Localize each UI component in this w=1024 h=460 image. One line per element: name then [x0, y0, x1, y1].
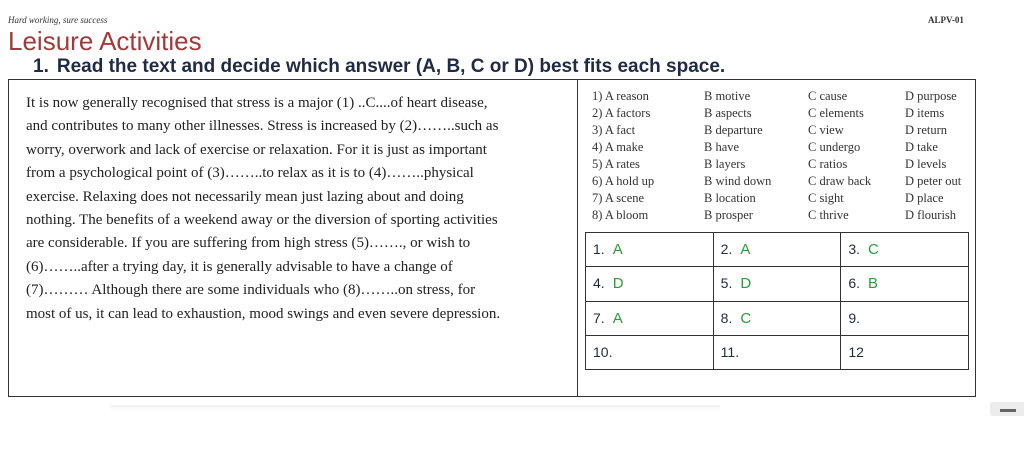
answer-cell[interactable] — [713, 267, 841, 301]
passage-line: worry, overwork and lack of exercise or relaxation. For it is just as important — [26, 141, 487, 158]
answer-letter: C — [868, 241, 879, 259]
passage-line: (6)……..after a trying day, it is generally advisable to have a change of — [26, 258, 453, 275]
option-c: C undergo — [808, 140, 861, 154]
page-shadow — [110, 405, 720, 411]
passage-line: and contributes to many other illnesses. Stress is increased by (2)……..such as — [26, 118, 499, 135]
option-d: D peter out — [905, 174, 962, 188]
answer-row — [586, 267, 969, 301]
answer-cell[interactable] — [841, 301, 969, 335]
option-b: B location — [704, 191, 756, 205]
passage-line: (7)……… Although there are some individuals who (8)……..on stress, for — [26, 282, 476, 299]
answer-number: 10. — [593, 343, 613, 360]
answer-cell[interactable] — [586, 335, 714, 369]
scroll-handle-icon[interactable] — [990, 402, 1024, 416]
option-d: D return — [905, 123, 947, 137]
instruction-text: Read the text and decide which answer (A, B, C or D) best fits each space. — [56, 56, 726, 77]
answer-row — [586, 335, 969, 369]
answer-row — [586, 301, 969, 335]
option-c: C thrive — [808, 208, 849, 222]
answer-number: 2. — [720, 241, 733, 258]
option-a: 5) A rates — [592, 157, 640, 171]
option-d: D purpose — [905, 89, 957, 103]
option-b: B aspects — [704, 106, 752, 120]
option-c: C sight — [808, 191, 844, 205]
answer-cell[interactable] — [586, 233, 714, 267]
option-c: C view — [808, 123, 844, 137]
option-d: D levels — [905, 157, 947, 171]
answer-letter: C — [740, 309, 752, 327]
option-b: B motive — [704, 89, 751, 103]
answer-cell[interactable] — [713, 233, 841, 267]
answer-letter: D — [740, 275, 752, 293]
option-b: B departure — [704, 123, 763, 137]
option-a: 2) A factors — [592, 106, 651, 120]
option-a: 8) A bloom — [592, 208, 649, 222]
passage-line: from a psychological point of (3)……..to relax as it is to (4)……..physical — [26, 165, 474, 182]
answer-number: 11. — [720, 343, 740, 360]
option-d: D items — [905, 106, 945, 120]
instruction-number: 1. — [33, 56, 49, 77]
answer-letter: A — [612, 241, 623, 259]
answer-number: 9. — [848, 309, 860, 326]
answer-grid — [585, 232, 969, 370]
option-a: 3) A fact — [592, 123, 636, 137]
option-c: C cause — [808, 89, 848, 103]
passage-line: exercise. Relaxing does not necessarily mean just lazing about and doing — [26, 188, 464, 205]
reading-passage — [26, 92, 574, 326]
worksheet-code: ALPV-01 — [928, 15, 964, 25]
passage-line: are considerable. If you are suffering from high stress (5)……., or wish to — [26, 235, 471, 252]
answer-cell[interactable] — [841, 233, 969, 267]
option-a: 4) A make — [592, 140, 644, 154]
answer-number: 4. — [593, 275, 605, 292]
answer-cell[interactable] — [841, 335, 969, 369]
option-b: B wind down — [704, 174, 772, 188]
passage-line: nothing. The benefits of a weekend away or the diversion of sporting activities — [26, 211, 498, 228]
answer-cell[interactable] — [713, 301, 841, 335]
answer-number: 6. — [848, 275, 860, 292]
option-c: C elements — [808, 106, 864, 120]
answer-number: 12 — [848, 343, 864, 360]
answer-cell[interactable] — [586, 301, 714, 335]
column-divider — [577, 79, 578, 397]
answer-number: 1. — [593, 241, 605, 258]
answer-letter: A — [612, 309, 623, 327]
answer-cell[interactable] — [841, 267, 969, 301]
answer-letter: D — [612, 275, 624, 293]
option-d: D take — [905, 140, 938, 154]
answer-number: 7. — [593, 309, 605, 326]
passage-line: It is now generally recognised that stress is a major (1) ..C....of heart disease, — [26, 95, 488, 111]
answer-letter: B — [868, 275, 879, 293]
answer-number: 8. — [720, 309, 733, 326]
option-a: 7) A scene — [592, 191, 645, 205]
answer-letter: A — [740, 241, 751, 259]
option-d: D flourish — [905, 208, 957, 222]
option-b: B have — [704, 140, 740, 154]
option-a: 1) A reason — [592, 89, 649, 103]
motto: Hard working, sure success — [8, 15, 108, 25]
option-b: B layers — [704, 157, 746, 171]
answer-number: 3. — [848, 241, 860, 258]
option-a: 6) A hold up — [592, 174, 655, 188]
option-c: C draw back — [808, 174, 872, 188]
answer-cell[interactable] — [713, 335, 841, 369]
passage-line: most of us, it can lead to exhaustion, mood swings and even severe depression. — [26, 305, 501, 322]
option-b: B prosper — [704, 208, 753, 222]
answer-row — [586, 233, 969, 267]
answer-number: 5. — [720, 275, 733, 292]
option-d: D place — [905, 191, 944, 205]
instruction — [33, 56, 725, 78]
option-c: C ratios — [808, 157, 848, 171]
answer-cell[interactable] — [586, 267, 714, 301]
page-title: Leisure Activities — [8, 26, 202, 56]
